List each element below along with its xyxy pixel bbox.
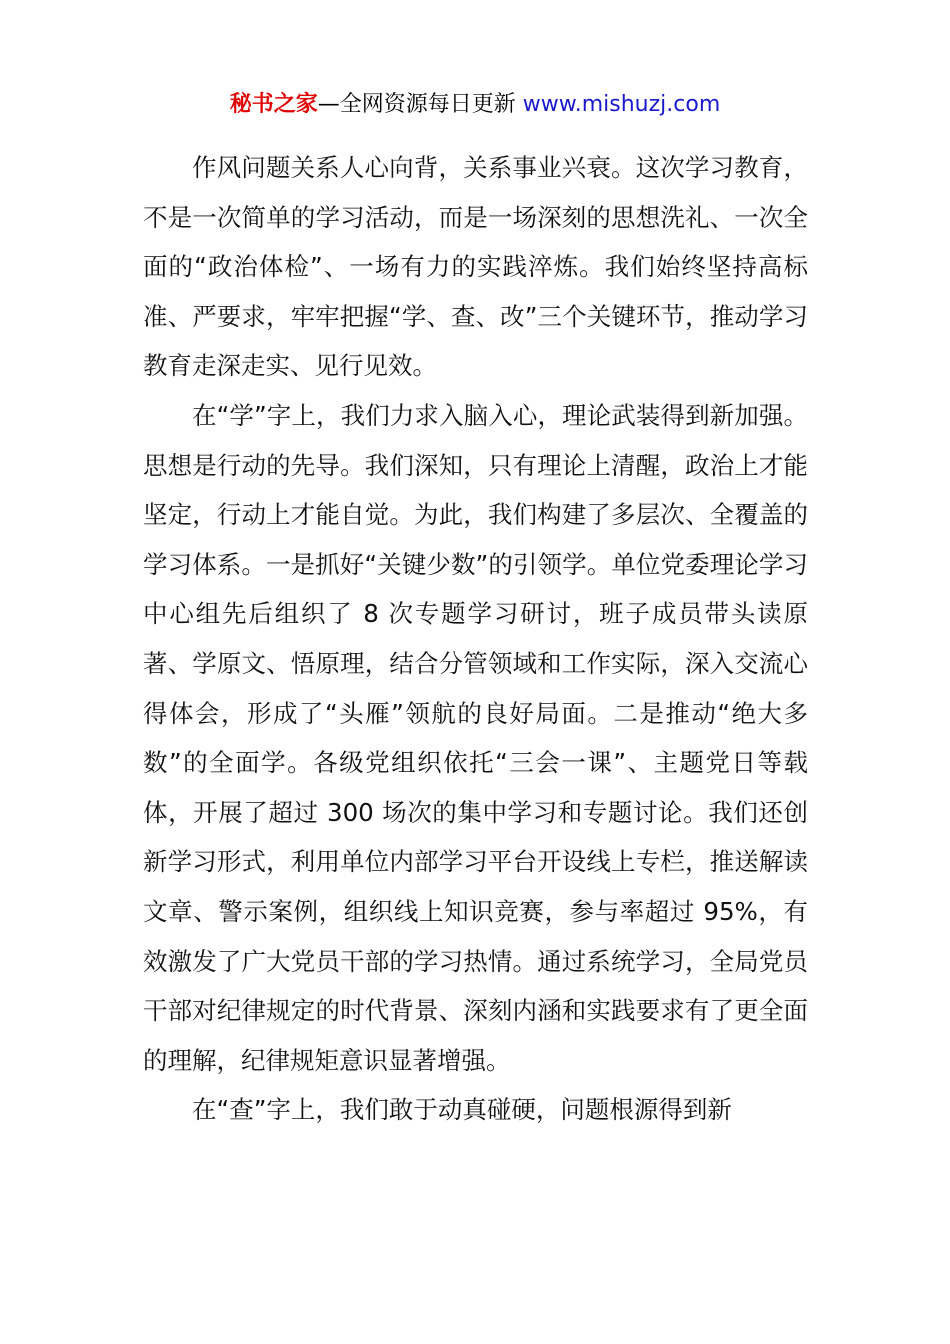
site-url-link[interactable]: www.mishuzj.com xyxy=(522,92,721,117)
brand-name: 秘书之家 xyxy=(229,92,318,117)
paragraph-intro: 作风问题关系人心向背，关系事业兴衰。这次学习教育，不是一次简单的学习活动，而是一场深刻的思想洗礼、一次全面的“政治体检”、一场有力的实践淬炼。我们始终坚持高标准、严要求，牢牢把握“学、查、改”三个关键环节，推动学习教育走深走实、见行见效。 xyxy=(143,153,808,381)
document-body xyxy=(143,143,808,1135)
paragraph-inspect: 在“查”字上，我们敢于动真碰硬，问题根源得到新 xyxy=(192,1095,732,1125)
header-tagline: —全网资源每日更新 xyxy=(317,92,516,117)
paragraph-study: 在“学”字上，我们力求入脑入心，理论武装得到新加强。思想是行动的先导。我们深知，只有理论上清醒，政治上才能坚定，行动上才能自觉。为此，我们构建了多层次、全覆盖的学习体系。一是抓好“关键少数”的引领学。单位党委理论学习中心组先后组织了 8 次专题学习研讨，班子成员带头读原著、学原文、悟原理，结合分管领域和工作实际，深入交流心得体会，形成了“头雁”领航的良好局面。二是推动“绝大多数”的全面学。各级党组织依托“三会一课”、主题党日等载体，开展了超过 300 场次的集中学习和专题讨论。我们还创新学习形式，利用单位内部学习平台开设线上专栏，推送解读文章、警示案例，组织线上知识竞赛，参与率超过 95%，有效激发了广大党员干部的学习热情。通过系统学习，全局党员干部对纪律规定的时代背景、深刻内涵和实践要求有了更全面的理解，纪律规矩意识显著增强。 xyxy=(143,400,808,1075)
page-header xyxy=(0,88,950,122)
